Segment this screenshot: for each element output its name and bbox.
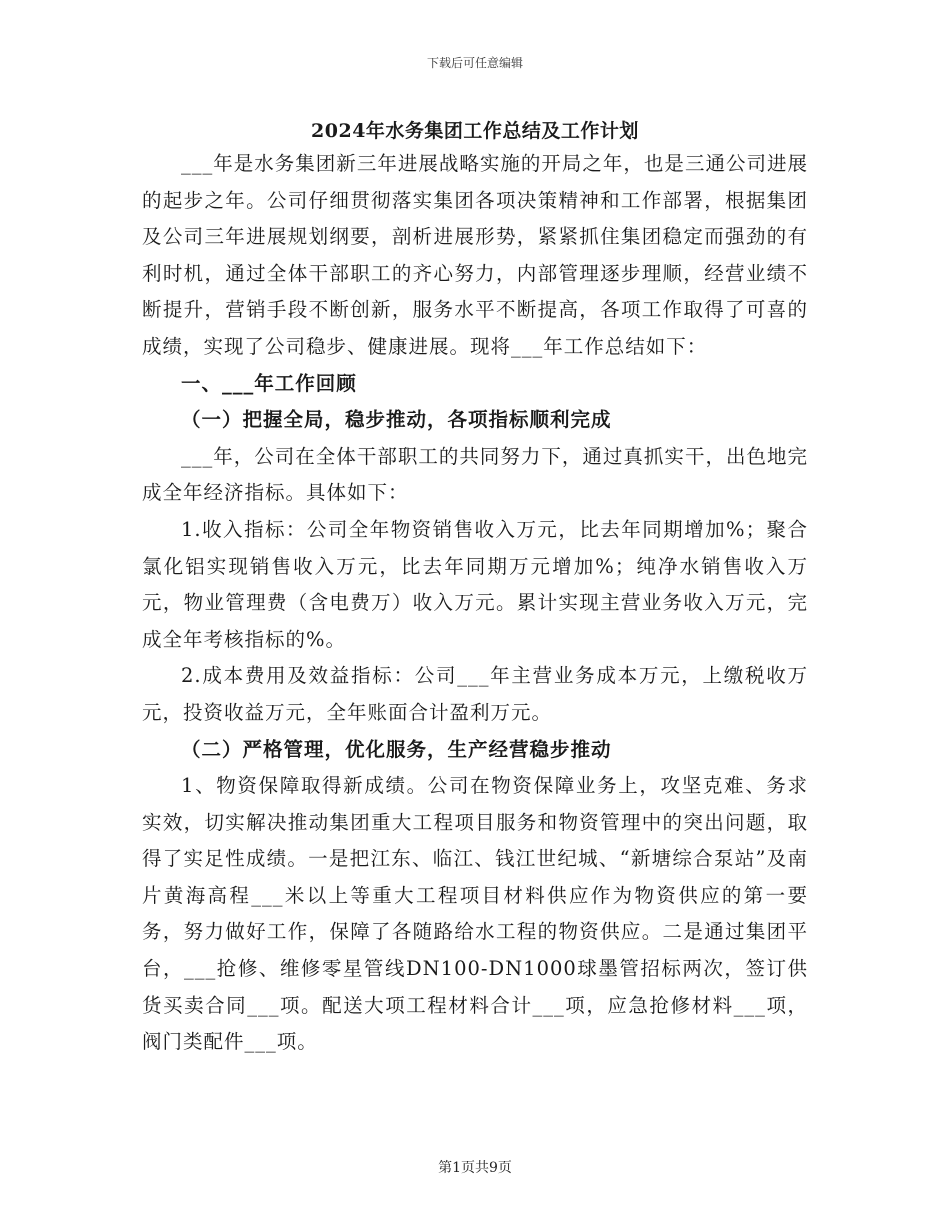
subsection-1-paragraph: ___年，公司在全体干部职工的共同努力下，通过真抓实干，出色地完成全年经济指标。具体如下： (142, 444, 808, 505)
subsection-1-heading: （一）把握全局，稳步推动，各项指标顺利完成 (181, 408, 612, 432)
document-title: 2024年水务集团工作总结及工作计划 (311, 120, 639, 142)
income-indicator-paragraph: 1.收入指标：公司全年物资销售收入万元，比去年同期增加%；聚合氯化铝实现销售收入万元，比去年同期万元增加%；纯净水销售收入万元，物业管理费（含电费万）收入万元。累计实现主营业务收入万元，完成全年考核指标的%。 (142, 517, 808, 651)
intro-paragraph: ___年是水务集团新三年进展战略实施的开局之年，也是三通公司进展的起步之年。公司仔细贯彻落实集团各项决策精神和工作部署，根据集团及公司三年进展规划纲要，剖析进展形势，紧紧抓住集团稳定而强劲的有利时机，通过全体干部职工的齐心努力，内部管理逐步理顺，经营业绩不断提升，营销手段不断创新，服务水平不断提高，各项工作取得了可喜的成绩，实现了公司稳步、健康进展。现将___年工作总结如下： (142, 152, 808, 358)
page-number: 第1页共9页 (438, 1160, 512, 1176)
subsection-2-heading: （二）严格管理，优化服务，生产经营稳步推动 (181, 737, 612, 761)
section-1-heading: 一、___年工作回顾 (181, 371, 357, 395)
cost-indicator-paragraph: 2.成本费用及效益指标：公司___年主营业务成本万元，上缴税收万元，投资收益万元，全年账面合计盈利万元。 (142, 664, 808, 724)
subsection-2-paragraph: 1、物资保障取得新成绩。公司在物资保障业务上，攻坚克难、务求实效，切实解决推动集团重大工程项目服务和物资管理中的突出问题，取得了实足性成绩。一是把江东、临江、钱江世纪城、“新塘综合泵站”及南片黄海高程___米以上等重大工程项目材料供应作为物资供应的第一要务，努力做好工作，保障了各随路给水工程的物资供应。二是通过集团平台，___抢修、维修零星管线DN100-DN1000球墨管招标两次，签订供货买卖合同___项。配送大项工程材料合计___项，应急抢修材料___项，阀门类配件___项。 (142, 774, 808, 1054)
page-header-note: 下载后可任意编辑 (426, 56, 523, 70)
document-body (142, 146, 808, 1061)
